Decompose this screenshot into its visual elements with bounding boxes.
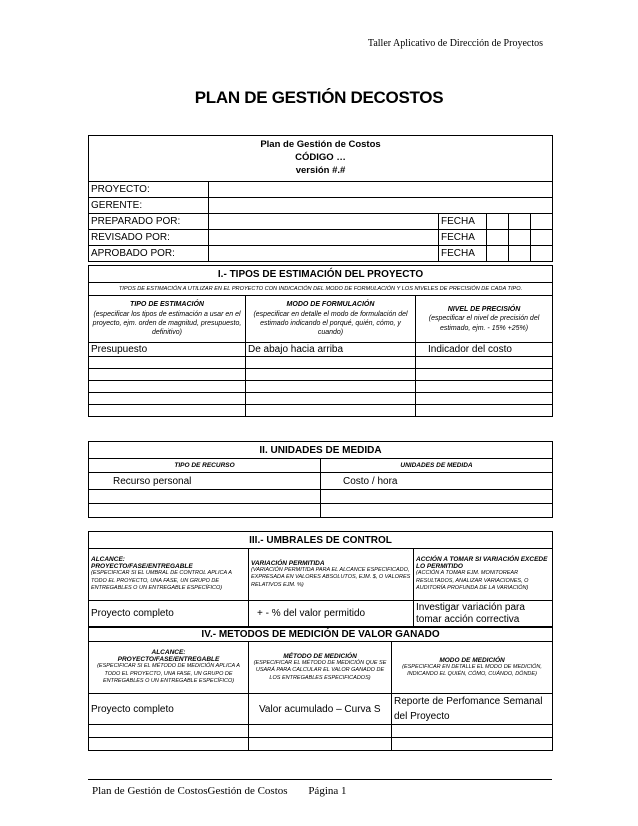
section4-title: IV.- METODOS DE MEDICIÓN DE VALOR GANADO [89,628,553,642]
cell[interactable] [321,504,553,518]
col-alcance-head-b: PROYECTO/FASE/ENTREGABLE [117,656,220,664]
header-app-title: Taller Aplicativo de Dirección de Proyectos [367,38,543,49]
col-nivel-precision-desc: (especificar el nivel de precisión del estimado, ejm. - 15% +25%) [428,315,540,332]
preparado-value[interactable] [209,214,439,230]
table-row [89,490,553,504]
preparado-label: PREPARADO POR: [89,214,209,230]
cover-heading [89,136,553,182]
cell[interactable] [89,738,249,751]
col-variacion [249,549,414,601]
cell[interactable] [246,405,416,417]
aprobado-label: APROBADO POR: [89,246,209,262]
section1-subtitle: TIPOS DE ESTIMACIÓN A UTILIZAR EN EL PROYECTO CON INDICACIÓN DEL MODO DE FORMULACIÓN Y LOS NIVELES DE PRECISIÓN DE CADA TIPO. [89,283,553,296]
col-metodo-desc: (ESPECIFICAR EL MÉTODO DE MEDICIÓN QUE SE USARÁ PARA CALCULAR EL VALOR GANADO DE LOS ENTREGABLES ESPECIFICADOS) [253,659,387,681]
col-accion [414,549,553,601]
fecha-cell[interactable] [487,230,509,246]
cell[interactable] [392,738,553,751]
fecha-cell[interactable] [531,214,553,230]
aprobado-value[interactable] [209,246,439,262]
cell[interactable] [89,381,246,393]
cell[interactable] [246,381,416,393]
cover-line2: CÓDIGO … [295,152,346,164]
proyecto-value[interactable] [209,182,553,198]
thresholds-table [88,531,553,627]
section3-title: III.- UMBRALES DE CONTROL [89,532,553,549]
fecha-cell[interactable] [487,214,509,230]
table-row [89,601,553,627]
col-alcance-head-b: PROYECTO/FASE/ENTREGABLE [91,563,193,571]
fecha-cell[interactable] [509,246,531,262]
cell[interactable]: De abajo hacia arriba [246,343,416,357]
cell[interactable] [89,490,321,504]
cell[interactable] [89,725,249,738]
cell[interactable] [416,381,553,393]
col-modo-head: MODO DE MEDICIÓN [439,656,505,664]
gerente-value[interactable] [209,198,553,214]
cell[interactable]: Proyecto completo [89,694,249,725]
cell[interactable] [416,369,553,381]
page-number: Página 1 [308,785,347,797]
cell[interactable] [321,490,553,504]
table-row [89,357,553,369]
section1-title: I.- TIPOS DE ESTIMACIÓN DEL PROYECTO [89,266,553,283]
cell[interactable] [89,357,246,369]
table-row [89,473,553,490]
fecha-label: FECHA [439,246,487,262]
col-accion-head: ACCIÓN A TOMAR SI VARIACIÓN EXCEDE LO PERMITIDO [416,556,548,571]
table-row [89,694,553,725]
earned-value-table [88,627,553,751]
cell[interactable] [89,405,246,417]
col-alcance-head-a: ALCANCE: [151,649,186,657]
col-alcance [89,549,249,601]
table-row [89,738,553,751]
col-modo-desc: (ESPECIFICAR EN DETALLE EL MODO DE MEDICIÓN, INDICANDO EL QUIÉN, CÓMO, CUÁNDO, DÓNDE) [402,663,542,677]
col-tipo-estimacion-head: TIPO DE ESTIMACIÓN [130,301,204,309]
col-metodo-head: MÉTODO DE MEDICIÓN [283,652,357,660]
cell[interactable] [416,357,553,369]
col-tipo-estimacion-desc: (especificar los tipos de estimación a usar en el proyecto, ejm. orden de magnitud, presupuesto, definitivo) [92,310,242,337]
col-modo-formulacion-desc: (especificar en detalle el modo de formulación del estimado indicando el porqué, quién, cómo, y cuando) [253,310,408,337]
cell[interactable] [249,725,392,738]
cell[interactable] [416,393,553,405]
cell[interactable] [249,738,392,751]
col-alcance-desc: (ESPECIFICAR SI EL MÉTODO DE MEDICIÓN APLICA A TODO EL PROYECTO, UNA FASE, UN GRUPO DE ENTREGABLES O UN ENTREGABLE ESPECÍFICO) [97,663,240,685]
table-row [89,405,553,417]
col-alcance [89,642,249,694]
col-tipo-estimacion [89,296,246,343]
col-tipo-recurso: TIPO DE RECURSO [89,459,321,473]
fecha-cell[interactable] [509,230,531,246]
table-row [89,343,553,357]
cell[interactable] [246,393,416,405]
cell[interactable] [246,369,416,381]
col-alcance-desc: (ESPECIFICAR SI EL UMBRAL DE CONTROL APLICA A TODO EL PROYECTO, UNA FASE, UN GRUPO DE ENTREGABLES O UN ENTREGABLE ESPECÍFICO) [91,570,232,592]
table-row [89,369,553,381]
col-unidades-medida: UNIDADES DE MEDIDA [321,459,553,473]
cell[interactable]: + - % del valor permitido [249,601,414,627]
footer [92,785,347,797]
cell[interactable]: Costo / hora [321,473,553,490]
cell[interactable] [89,393,246,405]
fecha-cell[interactable] [531,230,553,246]
table-row [89,393,553,405]
units-table [88,441,553,518]
cell[interactable]: Proyecto completo [89,601,249,627]
section2-title: II. UNIDADES DE MEDIDA [89,442,553,459]
col-modo-formulacion [246,296,416,343]
fecha-label: FECHA [439,214,487,230]
cover-table [88,135,553,262]
table-row [89,381,553,393]
fecha-cell[interactable] [487,246,509,262]
cell[interactable]: Presupuesto [89,343,246,357]
gerente-label: GERENTE: [89,198,209,214]
cell[interactable] [246,357,416,369]
revisado-value[interactable] [209,230,439,246]
col-nivel-precision [416,296,553,343]
cell[interactable] [89,504,321,518]
col-accion-desc: (ACCIÓN A TOMAR EJM. MONITOREAR RESULTADOS, ANALIZAR VARIACIONES, O AUDITORÍA PROFUNDA DE LA VARIACIÓN) [416,570,529,592]
cell[interactable]: Reporte de Perfomance Semanal del Proyecto [392,694,553,725]
col-modo [392,642,553,694]
col-nivel-precision-head: NIVEL DE PRECISIÓN [447,305,521,313]
revisado-label: REVISADO POR: [89,230,209,246]
col-alcance-head-a: ALCANCE: [91,556,125,564]
cell[interactable] [89,369,246,381]
cell[interactable]: Investigar variación para tomar acción correctiva [414,601,553,627]
fecha-cell[interactable] [531,246,553,262]
cell[interactable]: Indicador del costo [416,343,553,357]
cell[interactable] [416,405,553,417]
cover-line1: Plan de Gestión de Costos [260,139,381,151]
footer-divider [88,779,552,780]
page-title: PLAN DE GESTIÓN DECOSTOS [194,88,444,107]
col-variacion-desc: (VARIACIÓN PERMITIDA PARA EL ALCANCE ESPECIFICADO, EXPRESADA EN VALORES ABSOLUTOS, EJM. $, O VALORES RELATIVOS EJM. %) [251,566,411,588]
cell[interactable]: Valor acumulado – Curva S [249,694,392,725]
cell[interactable]: Recurso personal [89,473,321,490]
estimation-table [88,265,553,417]
table-row [89,504,553,518]
table-row [89,725,553,738]
cover-line3: versión #.# [295,164,346,176]
col-modo-formulacion-head: MODO DE FORMULACIÓN [286,301,375,309]
fecha-label: FECHA [439,230,487,246]
footer-text: Plan de Gestión de CostosGestión de Costos [92,785,288,797]
col-variacion-head: VARIACIÓN PERMITIDA [251,559,325,567]
fecha-cell[interactable] [509,214,531,230]
proyecto-label: PROYECTO: [89,182,209,198]
cell[interactable] [392,725,553,738]
col-metodo [249,642,392,694]
